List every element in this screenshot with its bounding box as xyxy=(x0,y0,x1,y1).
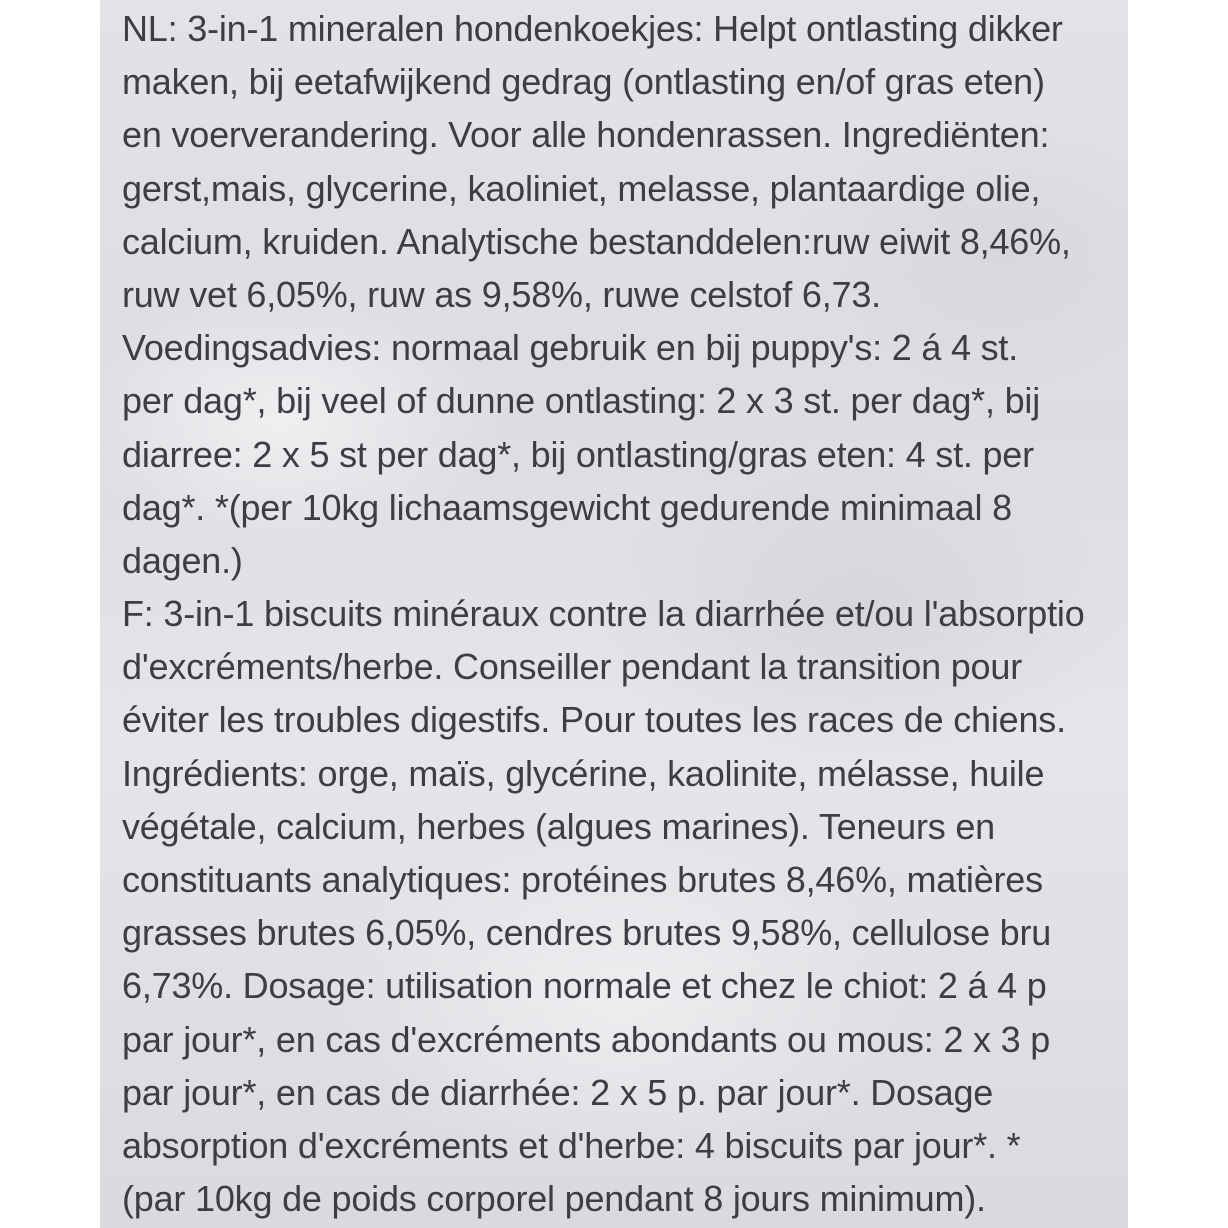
fr-line: absorption d'excréments et d'herbe: 4 biscuits par jour*. * xyxy=(122,1124,1021,1166)
fr-line: par jour*, en cas de diarrhée: 2 x 5 p. par jour*. Dosage xyxy=(122,1071,994,1113)
nl-line: en voerverandering. Voor alle hondenrassen. Ingrediënten: xyxy=(122,114,1050,156)
nl-line: maken, bij eetafwijkend gedrag (ontlasting en/of gras eten) xyxy=(122,61,1045,103)
nl-line: Voedingsadvies: normaal gebruik en bij puppy's: 2 á 4 st. xyxy=(122,327,1019,369)
fr-line: 6,73%. Dosage: utilisation normale et chez le chiot: 2 á 4 p xyxy=(122,965,1047,1007)
fr-line: éviter les troubles digestifs. Pour toutes les races de chiens. xyxy=(122,699,1066,741)
package-label-photo xyxy=(100,0,1128,1228)
fr-line: d'excréments/herbe. Conseiller pendant la transition pour xyxy=(122,646,1022,688)
fr-line: grasses brutes 6,05%, cendres brutes 9,58%, cellulose bru xyxy=(122,912,1052,954)
fr-line: végétale, calcium, herbes (algues marines). Teneurs en xyxy=(122,805,995,847)
fr-line: (par 10kg de poids corporel pendant 8 jours minimum). xyxy=(122,1178,986,1220)
ingredients-text xyxy=(122,2,1128,1225)
nl-line: NL: 3-in-1 mineralen hondenkoekjes: Helpt ontlasting dikker xyxy=(122,8,1063,49)
nl-line: diarree: 2 x 5 st per dag*, bij ontlasting/gras eten: 4 st. per xyxy=(122,433,1034,475)
nl-line: ruw vet 6,05%, ruw as 9,58%, ruwe celstof 6,73. xyxy=(122,273,881,315)
nl-line: dag*. *(per 10kg lichaamsgewicht gedurende minimaal 8 xyxy=(122,486,1012,528)
fr-line: par jour*, en cas d'excréments abondants ou mous: 2 x 3 p xyxy=(122,1018,1051,1060)
fr-line: constituants analytiques: protéines brutes 8,46%, matières xyxy=(122,859,1043,900)
fr-line: F: 3-in-1 biscuits minéraux contre la diarrhée et/ou l'absorptio xyxy=(122,593,1085,635)
nl-line: per dag*, bij veel of dunne ontlasting: 2 x 3 st. per dag*, bij xyxy=(122,380,1041,422)
nl-line: dagen.) xyxy=(122,539,243,581)
nl-line: calcium, kruiden. Analytische bestanddelen:ruw eiwit 8,46%, xyxy=(122,220,1071,262)
fr-line: Ingrédients: orge, maïs, glycérine, kaolinite, mélasse, huile xyxy=(122,752,1045,794)
nl-line: gerst,mais, glycerine, kaoliniet, melasse, plantaardige olie, xyxy=(122,167,1041,209)
